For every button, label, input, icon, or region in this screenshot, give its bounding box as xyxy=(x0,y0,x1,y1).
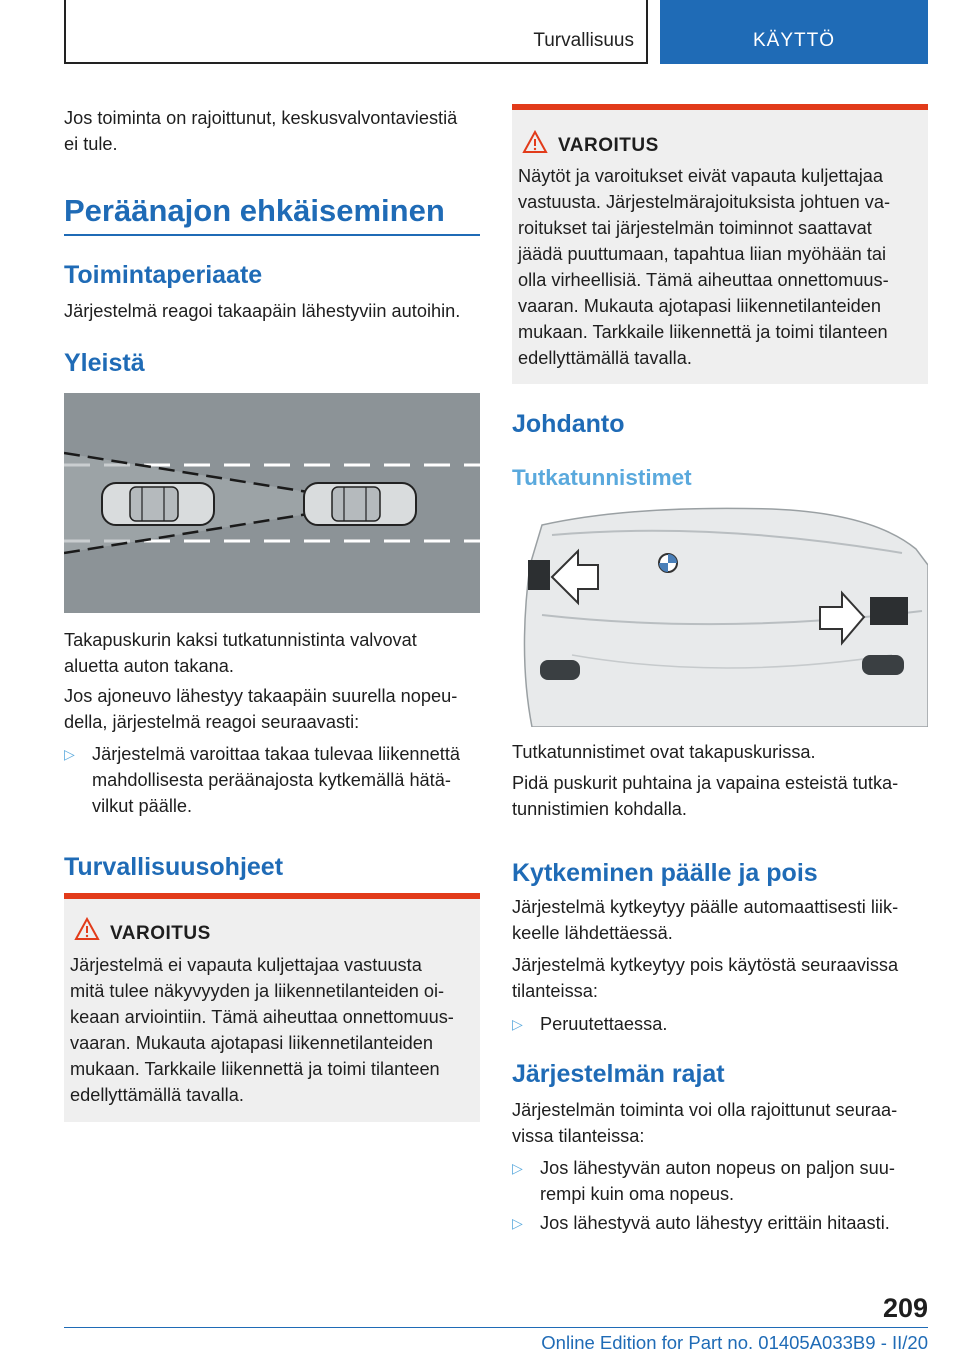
subheading-general: Yleistä xyxy=(64,349,145,377)
intro-paragraph xyxy=(64,105,484,157)
limits-heading: Järjestelmän rajat xyxy=(512,1060,725,1088)
intro-line: Jos toiminta on rajoittunut, keskusvalvontaviestiä xyxy=(64,108,458,128)
text-line: keaan arviointiin. Tämä aiheuttaa onnettomuus‐ xyxy=(70,1007,454,1027)
text-line: jäädä puuttumaan, tapahtua liian myöhään tai xyxy=(518,244,887,264)
text-line: vaaran. Mukauta ajotapasi liikennetilanteiden xyxy=(70,1033,433,1053)
edition-footer: Online Edition for Part no. 01405A033B9 - II/20 xyxy=(541,1332,928,1353)
text-line: keelle lähdettäessä. xyxy=(512,923,673,943)
text-line: vastuusta. Järjestelmärajoituksista johtuen va‐ xyxy=(518,192,891,212)
own-car-icon xyxy=(304,483,416,525)
bullet-triangle-icon: ▷ xyxy=(512,1016,523,1032)
onoff-heading: Kytkeminen päälle ja pois xyxy=(512,859,818,887)
list-item xyxy=(64,741,484,821)
text-line: vissa tilanteissa: xyxy=(512,1126,645,1146)
heading-rule xyxy=(64,234,480,236)
text-line: edellyttämällä tavalla. xyxy=(70,1085,244,1105)
safety-heading: Turvallisuusohjeet xyxy=(64,853,284,881)
rear-approach-illustration xyxy=(64,393,480,613)
rear-bumper-illustration xyxy=(512,505,928,727)
header-frame xyxy=(64,0,648,64)
chapter-tab[interactable] xyxy=(660,0,928,64)
text-line: tunnistimien kohdalla. xyxy=(512,799,687,819)
text-line: aluetta auton takana. xyxy=(64,656,234,676)
general-paragraph-2 xyxy=(64,683,484,735)
brand-logo-icon xyxy=(659,554,677,572)
subheading-principle: Toimintaperiaate xyxy=(64,261,263,289)
limits-paragraph xyxy=(512,1097,932,1149)
warning-box xyxy=(512,104,928,384)
chapter-tab-label: KÄYTTÖ xyxy=(752,30,835,51)
warning-title: VAROITUS xyxy=(558,135,659,156)
text-line: mukaan. Tarkkaile liikennettä ja toimi tilanteen xyxy=(70,1059,440,1079)
page-number: 209 xyxy=(882,1293,928,1323)
list-item xyxy=(512,1210,932,1238)
intro-heading: Johdanto xyxy=(512,410,625,438)
warning-bar xyxy=(64,893,480,899)
sensors-paragraph-1: Tutkatunnistimet ovat takapuskurissa. xyxy=(512,742,816,762)
warning-title: VAROITUS xyxy=(110,923,211,944)
warning-box xyxy=(64,893,480,1122)
text-line: mitä tulee näkyvyyden ja liikennetilanteiden oi‐ xyxy=(70,981,445,1001)
right-sensor-marker xyxy=(870,597,908,625)
onoff-paragraph-2 xyxy=(512,952,932,1004)
text-line: Järjestelmä ei vapauta kuljettajaa vastuusta xyxy=(70,955,422,975)
text-line: Peruutettaessa. xyxy=(540,1014,668,1034)
text-line: Jos ajoneuvo lähestyy takaapäin suurella nopeu‐ xyxy=(64,686,458,706)
warning-text xyxy=(70,952,454,1108)
list-item xyxy=(512,1155,932,1209)
text-line: edellyttämällä tavalla. xyxy=(518,348,692,368)
text-line: Järjestelmä kytkeytyy pois käytöstä seuraavissa xyxy=(512,955,899,975)
text-line: Järjestelmä varoittaa takaa tulevaa liikennettä xyxy=(92,744,460,764)
main-heading: Peräänajon ehkäiseminen xyxy=(64,193,445,228)
text-line: Näytöt ja varoitukset eivät vapauta kuljettajaa xyxy=(518,166,883,186)
warning-bar xyxy=(512,104,928,110)
text-line: roitukset tai järjestelmän toiminnot saattavat xyxy=(518,218,872,238)
text-line: Jos lähestyvä auto lähestyy erittäin hitaasti. xyxy=(540,1213,890,1233)
text-line: vaaran. Mukauta ajotapasi liikennetilanteiden xyxy=(518,296,881,316)
text-line: Jos lähestyvän auton nopeus on paljon suu‐ xyxy=(540,1158,895,1178)
text-line: Takapuskurin kaksi tutkatunnistinta valvovat xyxy=(64,630,417,650)
text-line: vilkut päälle. xyxy=(92,796,193,816)
text-line: mukaan. Tarkkaile liikennettä ja toimi tilanteen xyxy=(518,322,888,342)
text-line: della, järjestelmä reagoi seuraavasti: xyxy=(64,712,360,732)
warning-text xyxy=(518,163,890,371)
left-sensor-marker xyxy=(528,560,550,590)
text-line: olla virheellisiä. Tämä aiheuttaa onnettomuus‐ xyxy=(518,270,889,290)
onoff-paragraph-1 xyxy=(512,894,932,946)
text-line: Järjestelmä kytkeytyy päälle automaattisesti liik‐ xyxy=(512,897,899,917)
text-line: Pidä puskurit puhtaina ja vapaina esteistä tutka‐ xyxy=(512,773,899,793)
bullet-triangle-icon: ▷ xyxy=(512,1215,523,1231)
section-title: Turvallisuus xyxy=(533,30,634,51)
general-paragraph-1 xyxy=(64,627,484,679)
footer-rule xyxy=(64,1327,928,1328)
approaching-car-icon xyxy=(102,483,214,525)
list-item xyxy=(512,1011,932,1039)
bullet-triangle-icon: ▷ xyxy=(512,1160,523,1176)
warning-triangle-icon xyxy=(74,917,100,941)
principle-text: Järjestelmä reagoi takaapäin lähestyviin autoihin. xyxy=(64,301,461,321)
text-line: mahdollisesta peräänajosta kytkemällä hätä‐ xyxy=(92,770,451,790)
intro-line: ei tule. xyxy=(64,134,118,154)
text-line: tilanteissa: xyxy=(512,981,598,1001)
text-line: Järjestelmän toiminta voi olla rajoittunut seuraa‐ xyxy=(512,1100,898,1120)
text-line: rempi kuin oma nopeus. xyxy=(540,1184,735,1204)
warning-triangle-icon xyxy=(522,130,548,154)
bullet-triangle-icon: ▷ xyxy=(64,746,75,762)
sensors-heading: Tutkatunnistimet xyxy=(512,465,692,490)
sensors-paragraph-2 xyxy=(512,770,932,822)
